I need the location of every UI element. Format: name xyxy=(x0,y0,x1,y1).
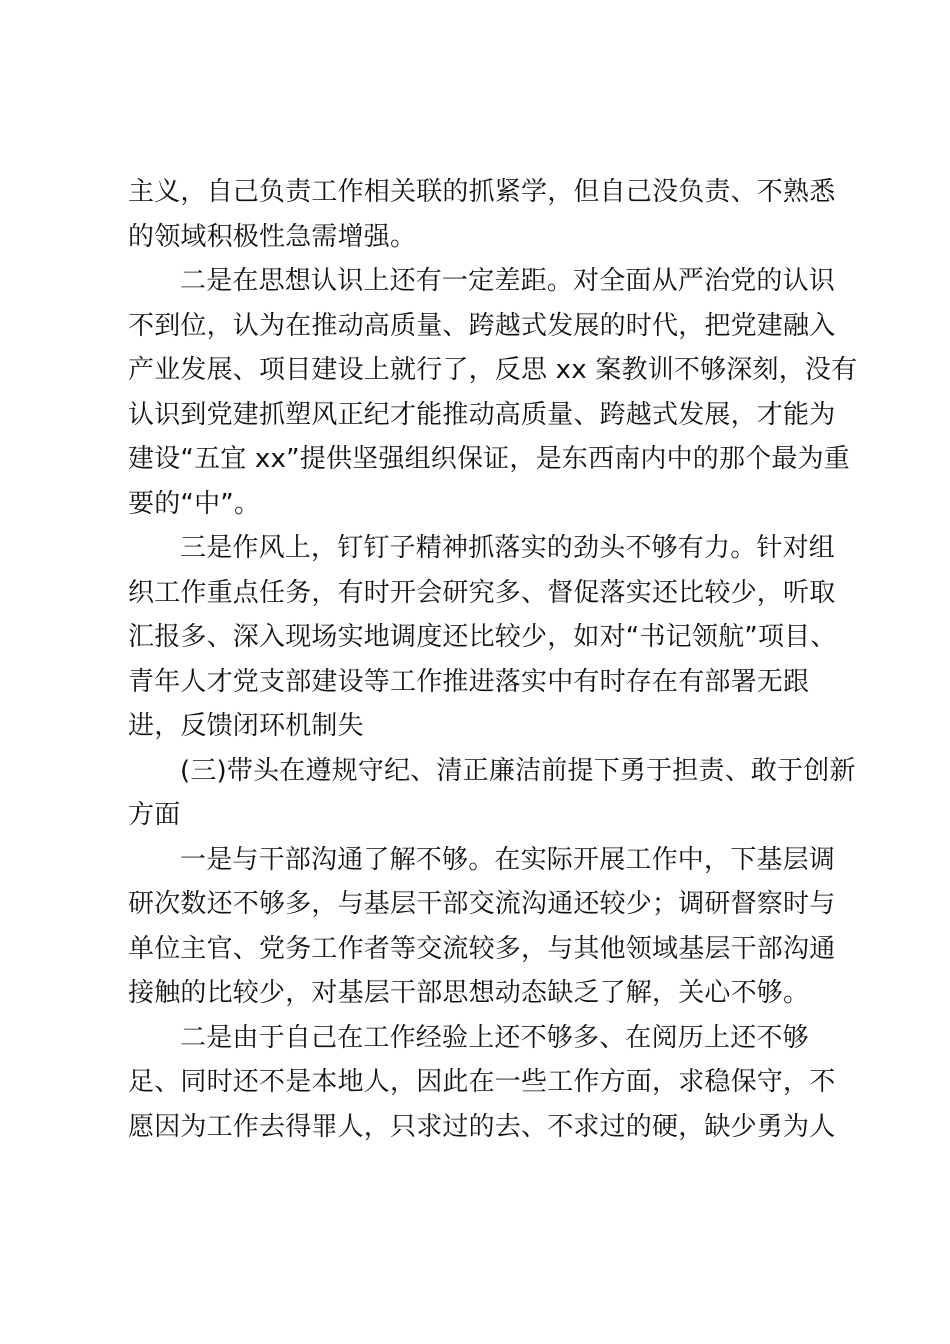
section-heading: (三)带头在遵规守纪、清正廉洁前提下勇于担责、敢于创新 xyxy=(180,755,856,786)
text-line: 青年人才党支部建设等工作推进落实中有时存在有部署无跟 xyxy=(128,666,810,697)
text-line: 一是与干部沟通了解不够。在实际开展工作中，下基层调 xyxy=(180,844,836,875)
text-line: 进，反馈闭环机制失 xyxy=(128,711,364,741)
document-body xyxy=(128,170,858,1149)
text-line: 建设“五宜 xx”提供坚强组织保证，是东西南内中的那个最为重 xyxy=(128,444,850,474)
text-line: 三是作风上，钉钉子精神抓落实的劲头不够有力。针对组 xyxy=(180,533,836,563)
text-line: 二是由于自己在工作经验上还不够多、在阅历上还不够 xyxy=(180,1022,809,1053)
text-line: 主义，自己负责工作相关联的抓紧学，但自己没负责、不熟悉 xyxy=(128,177,836,207)
text-line: 要的“中”。 xyxy=(128,488,261,519)
text-line: 二是在思想认识上还有一定差距。对全面从严治党的认识 xyxy=(180,266,836,296)
section-heading-continued: 方面 xyxy=(128,800,181,830)
text-line: 产业发展、项目建设上就行了，反思 xx 案教训不够深刻，没有 xyxy=(128,355,858,385)
text-line: 认识到党建抓塑风正纪才能推动高质量、跨越式发展，才能为 xyxy=(128,399,836,430)
text-line: 愿因为工作去得罪人，只求过的去、不求过的硬，缺少勇为人 xyxy=(128,1111,836,1142)
text-line: 汇报多、深入现场实地调度还比较少，如对“书记领航”项目、 xyxy=(128,622,837,652)
text-line: 的领域积极性急需增强。 xyxy=(128,221,417,252)
text-line: 不到位，认为在推动高质量、跨越式发展的时代，把党建融入 xyxy=(128,310,836,341)
text-line: 接触的比较少，对基层干部思想动态缺乏了解，关心不够。 xyxy=(128,978,810,1008)
text-line: 织工作重点任务，有时开会研究多、督促落实还比较少，听取 xyxy=(128,577,836,608)
text-line: 单位主官、党务工作者等交流较多，与其他领域基层干部沟通 xyxy=(128,933,836,964)
text-line: 足、同时还不是本地人，因此在一些工作方面，求稳保守，不 xyxy=(128,1067,836,1097)
text-line: 研次数还不够多，与基层干部交流沟通还较少；调研督察时与 xyxy=(128,889,836,919)
